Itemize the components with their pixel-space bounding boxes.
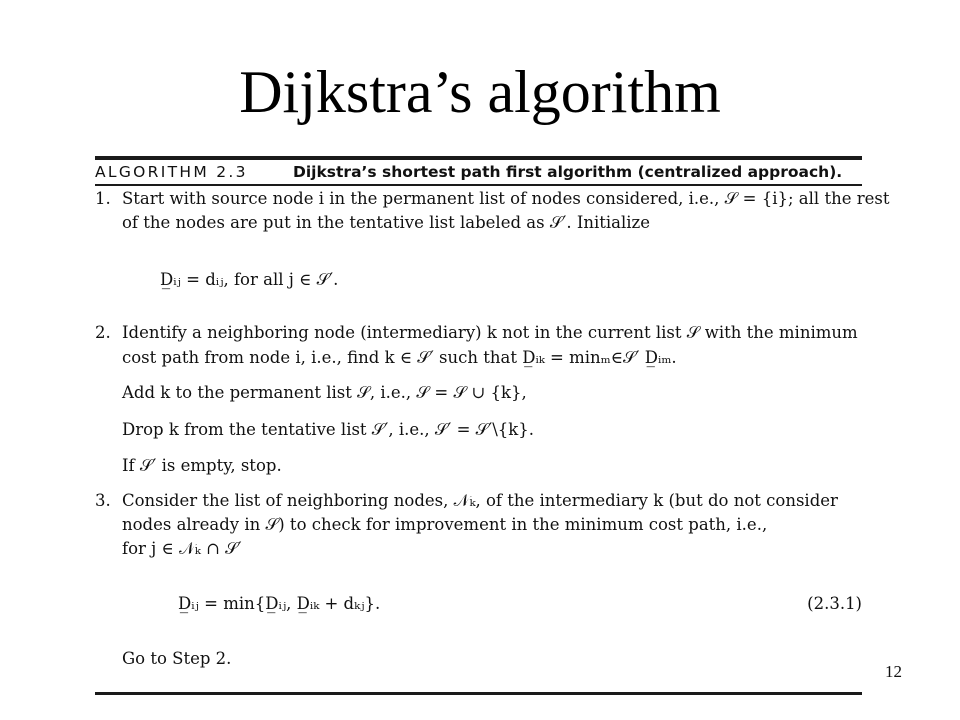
page-number: 12 (885, 662, 902, 681)
step-3-number: 3. (95, 491, 111, 510)
step-1-equation: D̲ᵢⱼ = dᵢⱼ, for all j ∈ 𝒮′. (160, 270, 339, 289)
step-1-text-1: Start with source node i in the permanent list of nodes considered, i.e., 𝒮 = {i}; all the rest (122, 189, 890, 208)
slide-title: Dijkstra’s algorithm (239, 59, 721, 125)
step-2-text-2: cost path from node i, i.e., find k ∈ 𝒮′ such that D̲ᵢₖ = minₘ∈𝒮′ D̲ᵢₘ. (122, 348, 677, 367)
step-3-text-1: Consider the list of neighboring nodes, 𝒩ₖ, of the intermediary k (but do not consider (122, 491, 838, 510)
step-2-number: 2. (95, 323, 111, 342)
step-2-text-5: If 𝒮′ is empty, stop. (122, 456, 282, 475)
algorithm-heading: Dijkstra’s shortest path first algorithm (centralized approach). (293, 163, 843, 181)
algorithm-box (95, 156, 890, 696)
equation-number: (2.3.1) (807, 594, 862, 613)
step-1-number: 1. (95, 189, 111, 208)
step-2-text-3: Add k to the permanent list 𝒮, i.e., 𝒮 = 𝒮 ∪ {k}, (122, 383, 527, 402)
header-rule (95, 184, 862, 186)
step-2-text-1: Identify a neighboring node (intermediary) k not in the current list 𝒮 with the minimum (122, 323, 858, 342)
bottom-rule (95, 692, 862, 695)
algorithm-label: ALGORITHM 2.3 (95, 163, 248, 181)
step-1-text-2: of the nodes are put in the tentative list labeled as 𝒮′. Initialize (122, 213, 651, 232)
algorithm-header (95, 160, 843, 184)
step-3-equation: D̲ᵢⱼ = min{D̲ᵢⱼ, D̲ᵢₖ + dₖⱼ}. (178, 594, 381, 613)
step-3-text-2: nodes already in 𝒮) to check for improvement in the minimum cost path, i.e., (122, 515, 768, 534)
step-3-go-to: Go to Step 2. (122, 649, 232, 668)
step-2-text-4: Drop k from the tentative list 𝒮′, i.e., 𝒮′ = 𝒮′\{k}. (122, 420, 534, 439)
step-3-text-3: for j ∈ 𝒩ₖ ∩ 𝒮′ (122, 539, 242, 558)
